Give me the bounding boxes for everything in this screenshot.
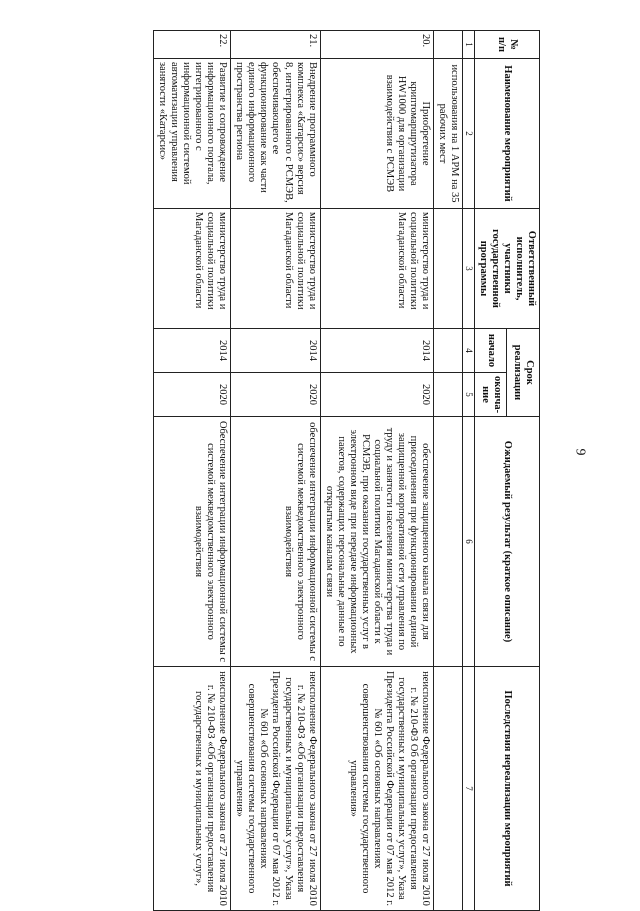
row-consequences: неисполнение Федерального закона от 27 июля 2010 г. № 210-ФЗ «Об организации предоставления государственных и муниципальных услуг», Указа Президента Российской Федерации от 07 мая 2012 г. № 601 «Об основных направлениях совершенствования системы государственного управления» [231,667,320,911]
header-row [507,31,540,911]
row-consequences: неисполнение Федерального закона от 27 июля 2010 г. № 210-ФЗ Об организации предоставления государственных и муниципальных услуг», Указа Президента Российской Федерации от 07 мая 2012 г. № 601 «Об основных направлениях совершенствования системы государственного управления» [320,667,434,911]
column-number: 5 [463,373,474,417]
rotated-table-container [20,30,540,910]
row-result: обеспечение защищенного канала связи для присоединения при функционировании единой защищенной корпоративной сети управления по труду и занятости населения министерства труда и социальной политики Магаданской области к РСМЭВ, при оказании государственных услуг в электронном виде при передаче информационных пакетов, содержащих персональные данные по открытым каналам связи [320,417,434,667]
table-row [153,31,230,911]
row-executor: министерство труда и социальной политики Магаданской области [320,209,434,329]
row-name: Развитие и сопровождение информационного портала, интегрированного с информационной системой автоматизации управления занятости «Катарсис» [153,59,230,209]
header-end: оконча-ние [474,373,507,417]
table-row [231,31,320,911]
page-number: 9 [572,448,588,456]
row-result: обеспечение интеграции информационной системы с системой межведомственного электронного взаимодействия [231,417,320,667]
row-end: 2020 [153,373,230,417]
column-number: 4 [463,329,474,373]
column-number: 1 [463,31,474,59]
header-num: № п/п [474,31,539,59]
header-period: Срок реализации [507,329,540,417]
column-number: 2 [463,59,474,209]
header-start: начало [474,329,507,373]
measures-table [153,30,540,911]
row-num: 22. [153,31,230,59]
header-result: Ожидаемый результат (краткое описание) [474,417,539,667]
column-number: 3 [463,209,474,329]
row-num: 20. [320,31,434,59]
row-end: 2020 [231,373,320,417]
row-start: 2014 [320,329,434,373]
row-name: Внедрение программного комплекса «Катарсис» версия 8, интегрированного с РСМЭВ, обеспечивающего ее функционирование как части единого информационного пространства региона [231,59,320,209]
header-consequences: Последствия нереализации мероприятий [474,667,539,911]
row-consequences: неисполнение Федерального закона от 27 июля 2010 г. № 210-ФЗ «Об организации предоставления государственных и муниципальных услуг», [153,667,230,911]
header-executor: Ответственный исполнитель, участники государственной программы [474,209,539,329]
continuation-row [434,31,463,911]
row-end: 2020 [320,373,434,417]
row-start: 2014 [231,329,320,373]
header-name: Наименование мероприятий [474,59,539,209]
column-number: 7 [463,667,474,911]
table-row [320,31,434,911]
row-result: Обеспечение интеграции информационной системы с системой межведомственного электронного взаимодействия [153,417,230,667]
row-executor: министерство труда и социальной политики Магаданской области [153,209,230,329]
row-start: 2014 [153,329,230,373]
column-number: 6 [463,417,474,667]
column-number-row [463,31,474,911]
row-executor: министерство труда и социальной политики Магаданской области [231,209,320,329]
row-name: Приобретение криптомаршрутизатора HW1000 для организации взаимодействия с РСМЭВ [320,59,434,209]
row-num: 21. [231,31,320,59]
continuation-text: использования на 1 АРМ на 35 рабочих мест [434,59,463,209]
